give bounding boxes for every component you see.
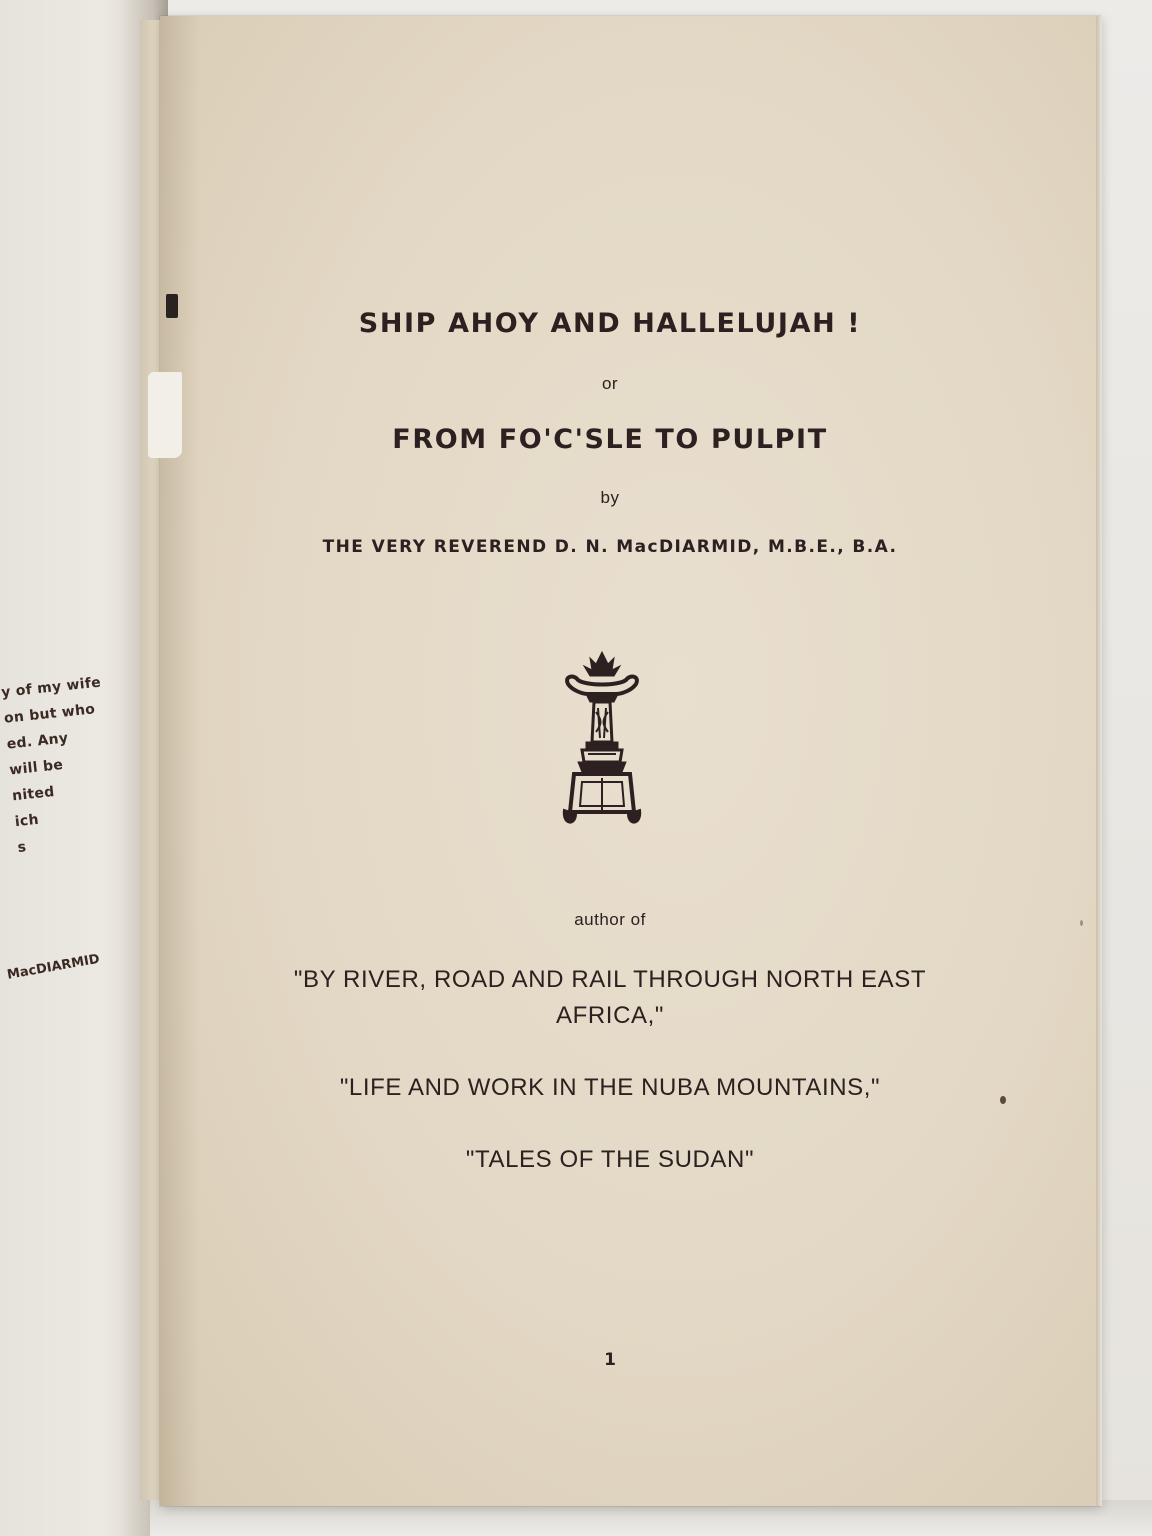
or-connector: or — [601, 374, 619, 393]
book-subtitle: FROM FO'C'SLE TO PULPIT — [392, 424, 828, 455]
author-of-label: author of — [574, 910, 646, 929]
left-page-line: y of my wife — [0, 674, 102, 701]
left-page-text — [0, 670, 118, 861]
left-page-line: ed. Any — [5, 730, 70, 753]
previous-work-1: "BY RIVER, ROAD AND RAIL THROUGH NORTH EAST AFRICA," — [293, 966, 927, 1029]
left-page-line: will be — [8, 756, 64, 779]
book-title: SHIP AHOY AND HALLELUJAH ! — [358, 308, 862, 339]
page-number: 1 — [604, 1350, 616, 1370]
paper-speck — [1080, 920, 1083, 926]
title-page-gutter-shade — [160, 16, 200, 1506]
previous-work-2: "LIFE AND WORK IN THE NUBA MOUNTAINS," — [339, 1074, 881, 1101]
previous-work-3: "TALES OF THE SUDAN" — [465, 1146, 755, 1173]
fountain-pedestal-ornament-icon — [560, 650, 644, 830]
paper-speck — [1000, 1096, 1006, 1104]
author-name: THE VERY REVEREND D. N. MacDIARMID, M.B.E., B.A. — [322, 537, 898, 557]
left-page-line: s — [16, 839, 28, 857]
page-fore-edge — [1096, 16, 1102, 1506]
left-page-signature: MacDIARMID — [6, 951, 101, 983]
left-page-line: ich — [14, 811, 40, 831]
left-page-line: nited — [11, 783, 56, 805]
left-page-line: on but who — [3, 701, 96, 727]
by-connector: by — [600, 488, 620, 507]
